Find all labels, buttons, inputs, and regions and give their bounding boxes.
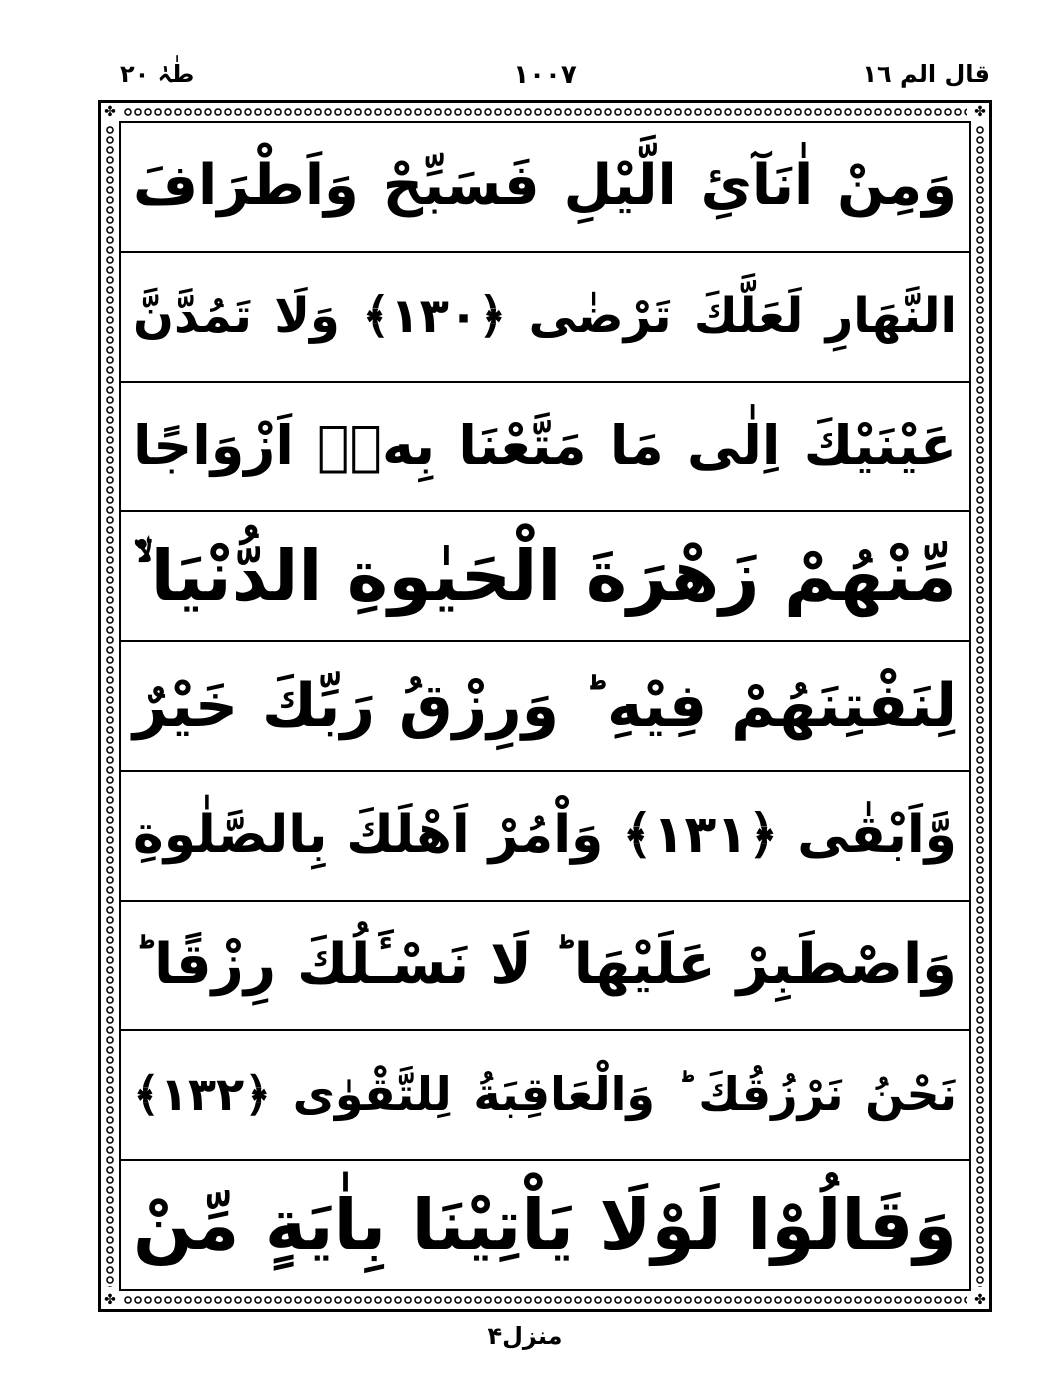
page-border-frame [98,100,992,1312]
verse-line-text: وَّاَبْقٰی ﴿١٣١﴾ وَاْمُرْ اَهْلَكَ بِالصَّلٰوةِ [133,805,957,865]
manzil-footer: منزل۴ [487,1322,563,1350]
corner-ornament-icon: ✤ [974,1292,986,1308]
verse-line [121,1031,969,1161]
text-area [119,121,971,1291]
verse-line [121,902,969,1032]
verse-line-text: وَقَالُوْا لَوْلَا یَاْتِیْنَا بِاٰیَةٍ مِّنْ [133,1183,957,1266]
verse-line [121,772,969,902]
corner-ornament-icon: ✤ [104,1292,116,1308]
verse-line-text: النَّهَارِ لَعَلَّكَ تَرْضٰی ﴿١٣٠﴾ وَلَا تَمُدَّنَّ [133,288,957,345]
page-number: ١٠٠٧ [513,60,577,90]
corner-ornament-icon: ✤ [974,104,986,120]
verse-line [121,512,969,642]
verse-line-text: نَحْنُ نَرْزُقُكَ ؕ وَالْعَاقِبَةُ لِلتَّقْوٰی ﴿١٣٢﴾ [133,1067,957,1122]
verse-line [121,642,969,772]
border-chain-right [975,125,985,1287]
border-chain-left [105,125,115,1287]
juz-label: قال الم ١٦ [862,60,990,88]
page-header [100,60,990,100]
corner-ornament-icon: ✤ [104,104,116,120]
border-chain-top [123,107,967,117]
verse-line-text: عَیْنَیْكَ اِلٰی مَا مَتَّعْنَا بِهٖۤ اَزْوَاجًا [133,414,957,478]
verse-line-text: وَمِنْ اٰنَآئِ الَّیْلِ فَسَبِّحْ وَاَطْرَافَ [133,153,957,219]
verse-line-text: لِنَفْتِنَهُمْ فِیْهِ ؕ وَرِزْقُ رَبِّكَ خَیْرٌ [133,671,957,742]
verse-line [121,383,969,513]
verse-line [121,253,969,383]
verse-line [121,123,969,253]
border-chain-bottom [123,1295,967,1305]
verse-line [121,1161,969,1289]
verse-line-text: مِّنْهُمْ زَهْرَةَ الْحَیٰوةِ الدُّنْیَا ۙ۬ [133,534,957,617]
verse-line-text: وَاصْطَبِرْ عَلَیْهَا ؕ لَا نَسْـَٔلُكَ رِزْقًا ؕ [133,932,957,998]
surah-label: طٰہٰ ٢٠ [120,60,195,88]
verse-lines [121,123,969,1289]
